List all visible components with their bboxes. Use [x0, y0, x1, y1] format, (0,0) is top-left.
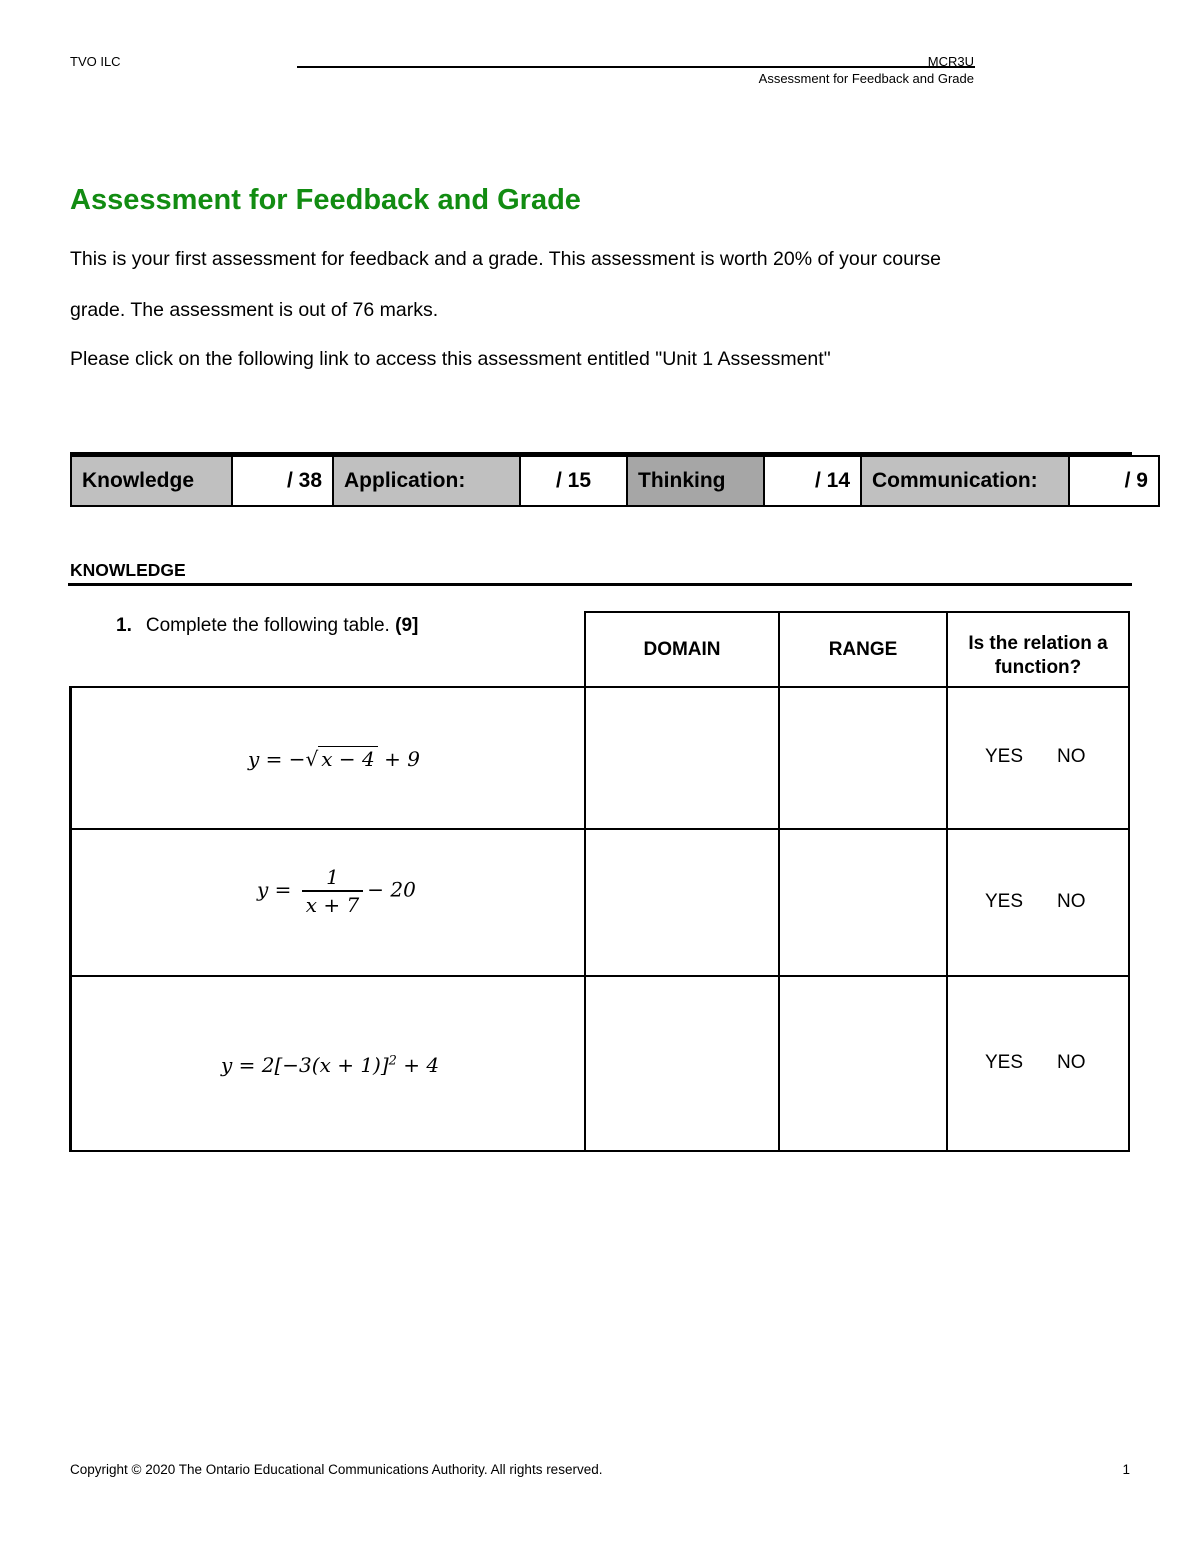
question-number: 1.: [116, 615, 132, 636]
equation-row-1: y = −√ x − 4 + 9: [248, 747, 420, 771]
intro-line-1: This is your first assessment for feedback and a grade. This assessment is worth 20% of your course: [70, 248, 942, 270]
intro-line-2: grade. The assessment is out of 76 marks.: [70, 299, 439, 321]
page-title: Assessment for Feedback and Grade: [70, 184, 581, 216]
yes-no-row-2[interactable]: [985, 891, 1129, 913]
question-1: [116, 615, 418, 637]
score-value-knowledge: / 38: [233, 457, 334, 505]
score-value-communication: / 9: [1070, 457, 1158, 505]
yes-option[interactable]: YES: [985, 746, 1024, 767]
no-option[interactable]: NO: [1057, 891, 1086, 912]
yes-option[interactable]: YES: [985, 1052, 1024, 1073]
score-label-knowledge: Knowledge: [72, 457, 233, 505]
header-range: RANGE: [828, 638, 898, 660]
fraction: $\frac{1}{x + 7}$: [302, 864, 363, 918]
question-text: Complete the following table.: [145, 615, 390, 636]
section-rule: [68, 583, 1132, 586]
page-number: 1: [1122, 1462, 1130, 1477]
score-label-communication: Communication:: [862, 457, 1070, 505]
question-marks: (9]: [395, 615, 419, 636]
yes-no-row-1[interactable]: [985, 746, 1129, 768]
header-course-code: MCR3U: [927, 54, 974, 69]
header-org: TVO ILC: [70, 54, 121, 69]
footer-copyright: Copyright © 2020 The Ontario Educational Communications Authority. All rights reserved.: [70, 1462, 603, 1477]
sqrt-symbol: √ x − 4: [306, 747, 378, 771]
score-label-thinking: Thinking: [628, 457, 765, 505]
section-heading: KNOWLEDGE: [70, 560, 186, 580]
header-domain: DOMAIN: [643, 638, 721, 660]
score-value-application: / 15: [521, 457, 628, 505]
equation-row-3: $y = 2[-3(x + 1)]^2 + 4$: [221, 1053, 440, 1077]
score-label-application: Application:: [334, 457, 521, 505]
equation-row-2: y = $\frac{1}{x + 7}$ − 20: [257, 865, 416, 917]
intro-line-3: Please click on the following link to access this assessment entitled "Unit 1 Assessment": [70, 348, 831, 370]
header-is-function: Is the relation a function?: [968, 633, 1108, 678]
score-value-thinking: / 14: [765, 457, 862, 505]
no-option[interactable]: NO: [1057, 1052, 1086, 1073]
score-strip: [70, 455, 1160, 507]
header-rule: [297, 66, 975, 68]
no-option[interactable]: NO: [1057, 746, 1086, 767]
yes-no-row-3[interactable]: [985, 1052, 1129, 1074]
yes-option[interactable]: YES: [985, 891, 1024, 912]
header-subtitle: Assessment for Feedback and Grade: [758, 71, 974, 86]
